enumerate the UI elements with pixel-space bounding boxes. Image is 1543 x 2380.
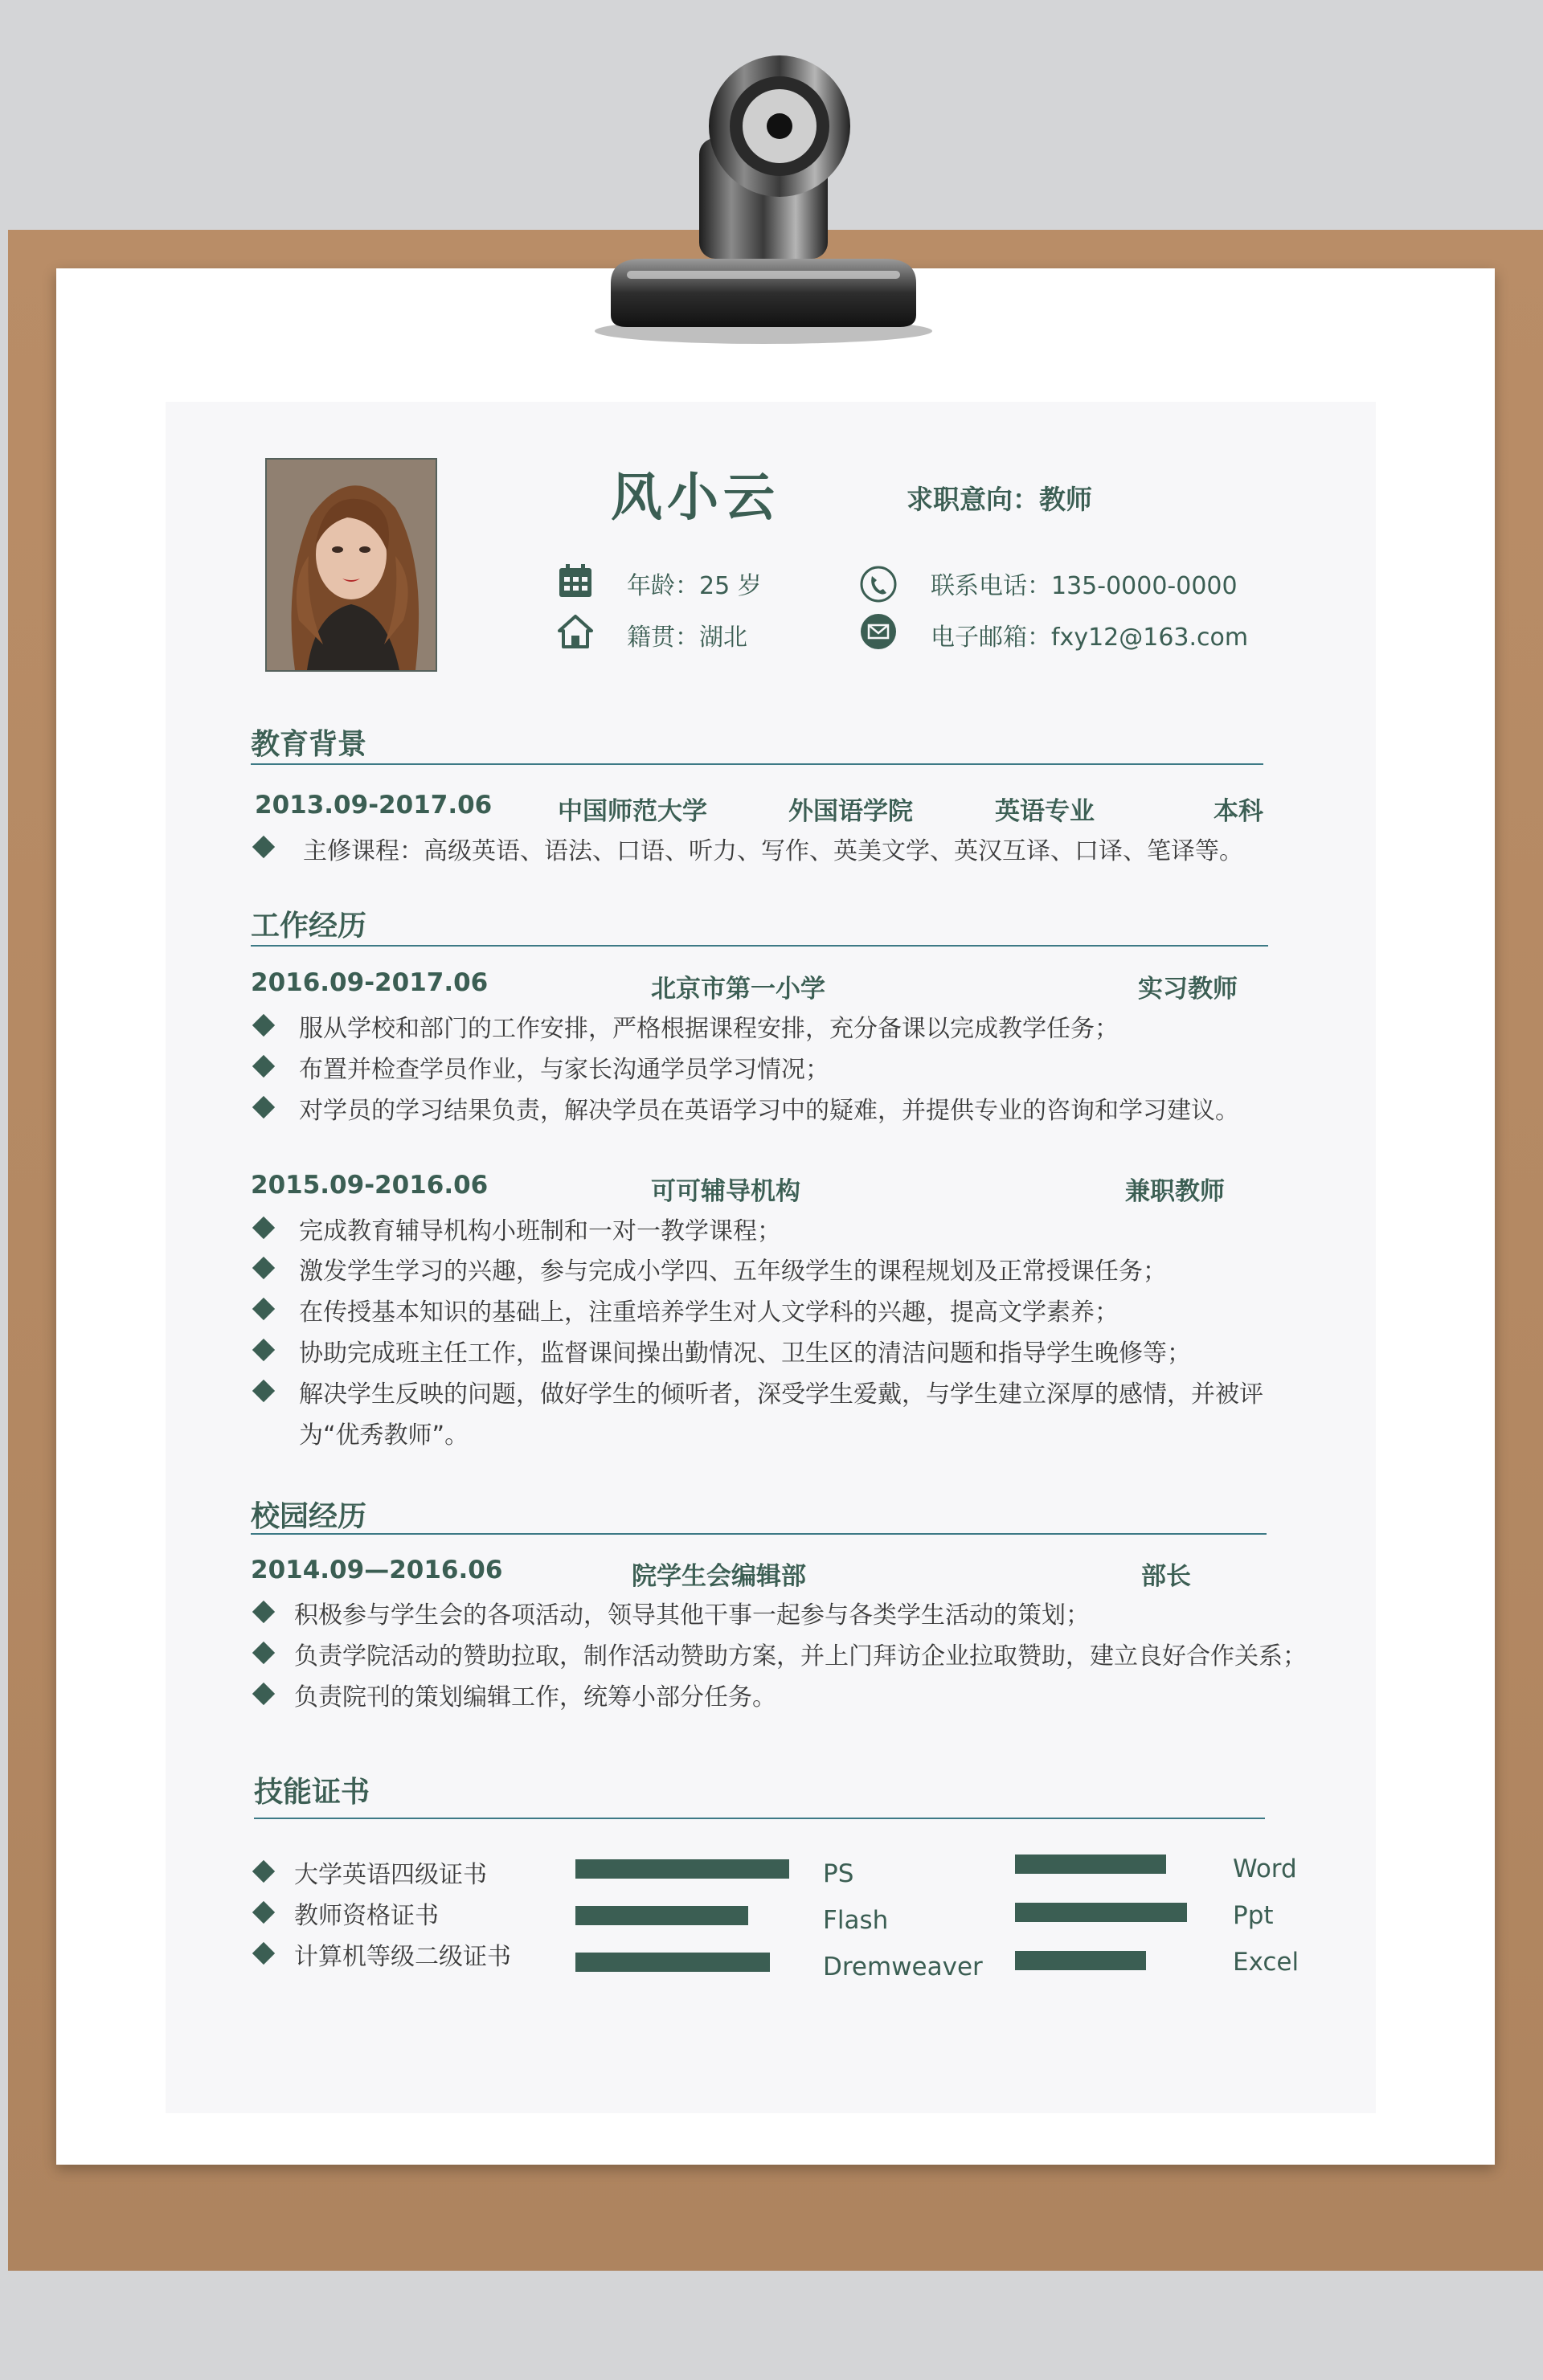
education-divider xyxy=(251,763,1263,765)
campus-role: 部长 xyxy=(1141,1562,1191,1591)
education-school: 中国师范大学 xyxy=(558,797,707,826)
job-period: 2016.09-2017.06 xyxy=(251,968,489,997)
skill-bar-flash xyxy=(575,1906,748,1925)
education-major: 英语专业 xyxy=(995,797,1095,826)
campus-org: 院学生会编辑部 xyxy=(632,1562,806,1591)
skill-label-ps: PS xyxy=(823,1859,854,1888)
portrait-image xyxy=(267,460,436,670)
skill-bar-ps xyxy=(575,1859,789,1879)
skill-label-flash: Flash xyxy=(823,1906,889,1935)
skill-bar-excel xyxy=(1015,1951,1146,1970)
certificate-item: 教师资格证书 xyxy=(294,1902,439,1930)
education-title: 教育背景 xyxy=(251,728,367,761)
certificate-item: 计算机等级二级证书 xyxy=(294,1943,511,1971)
job-duty: 布置并检查学员作业，与家长沟通学员学习情况； xyxy=(299,1056,829,1084)
campus-title: 校园经历 xyxy=(251,1500,367,1533)
email-field: 电子邮箱：fxy12@163.com xyxy=(931,624,1249,652)
skill-label-excel: Excel xyxy=(1233,1948,1299,1977)
profile-photo xyxy=(265,458,437,672)
job-duty: 完成教育辅导机构小班制和一对一教学课程； xyxy=(299,1217,781,1245)
skill-label-dremweaver: Dremweaver xyxy=(823,1953,983,1981)
job-duty-continued: 为“优秀教师”。 xyxy=(299,1421,469,1450)
calendar-icon xyxy=(557,562,594,599)
job-intent-value: 教师 xyxy=(1039,484,1092,515)
job-role: 实习教师 xyxy=(1138,975,1238,1004)
education-period: 2013.09-2017.06 xyxy=(255,791,493,820)
education-college: 外国语学院 xyxy=(788,797,913,826)
job-duty: 协助完成班主任工作，监督课间操出勤情况、卫生区的清洁问题和指导学生晚修等； xyxy=(299,1339,1191,1368)
job-role: 兼职教师 xyxy=(1125,1177,1225,1206)
binder-clip-icon xyxy=(579,50,948,355)
job-intent-label: 求职意向： xyxy=(907,484,1039,515)
age-field: 年龄：25 岁 xyxy=(627,572,762,600)
job-org: 可可辅导机构 xyxy=(651,1177,800,1206)
education-courses: 主修课程：高级英语、语法、口语、听力、写作、英美文学、英汉互译、口译、笔译等。 xyxy=(303,837,1243,865)
job-duty: 解决学生反映的问题，做好学生的倾听者，深受学生爱戴，与学生建立深厚的感情，并被评 xyxy=(299,1380,1263,1409)
skill-bar-word xyxy=(1015,1855,1166,1874)
job-duty: 服从学校和部门的工作安排，严格根据课程安排，充分备课以完成教学任务； xyxy=(299,1015,1119,1043)
job-intent xyxy=(907,479,1092,517)
job-duty: 激发学生学习的兴趣，参与完成小学四、五年级学生的课程规划及正常授课任务； xyxy=(299,1257,1167,1286)
email-icon xyxy=(860,613,897,650)
campus-duty: 负责院刊的策划编辑工作，统筹小部分任务。 xyxy=(294,1683,776,1711)
work-title: 工作经历 xyxy=(251,910,367,943)
job-period: 2015.09-2016.06 xyxy=(251,1171,489,1200)
campus-duty: 积极参与学生会的各项活动，领导其他干事一起参与各类学生活动的策划； xyxy=(294,1601,1090,1630)
campus-period: 2014.09—2016.06 xyxy=(251,1556,503,1585)
home-icon xyxy=(557,613,594,650)
campus-divider xyxy=(251,1533,1267,1535)
certificate-item: 大学英语四级证书 xyxy=(294,1861,487,1889)
candidate-name: 风小云 xyxy=(611,468,780,528)
skills-divider xyxy=(254,1818,1265,1819)
phone-field: 联系电话：135-0000-0000 xyxy=(931,572,1238,600)
job-org: 北京市第一小学 xyxy=(651,975,825,1004)
skill-label-ppt: Ppt xyxy=(1233,1901,1274,1930)
skills-title: 技能证书 xyxy=(254,1776,370,1809)
education-degree: 本科 xyxy=(1214,797,1263,826)
work-divider xyxy=(251,945,1268,947)
phone-icon xyxy=(860,566,897,603)
origin-field: 籍贯：湖北 xyxy=(627,624,747,652)
job-duty: 对学员的学习结果负责，解决学员在英语学习中的疑难，并提供专业的咨询和学习建议。 xyxy=(299,1097,1239,1125)
skill-label-word: Word xyxy=(1233,1855,1297,1883)
campus-duty: 负责学院活动的赞助拉取，制作活动赞助方案，并上门拜访企业拉取赞助，建立良好合作关系； xyxy=(294,1642,1307,1670)
skill-bar-dremweaver xyxy=(575,1953,770,1972)
job-duty: 在传授基本知识的基础上，注重培养学生对人文学科的兴趣，提高文学素养； xyxy=(299,1298,1119,1327)
skill-bar-ppt xyxy=(1015,1903,1187,1922)
